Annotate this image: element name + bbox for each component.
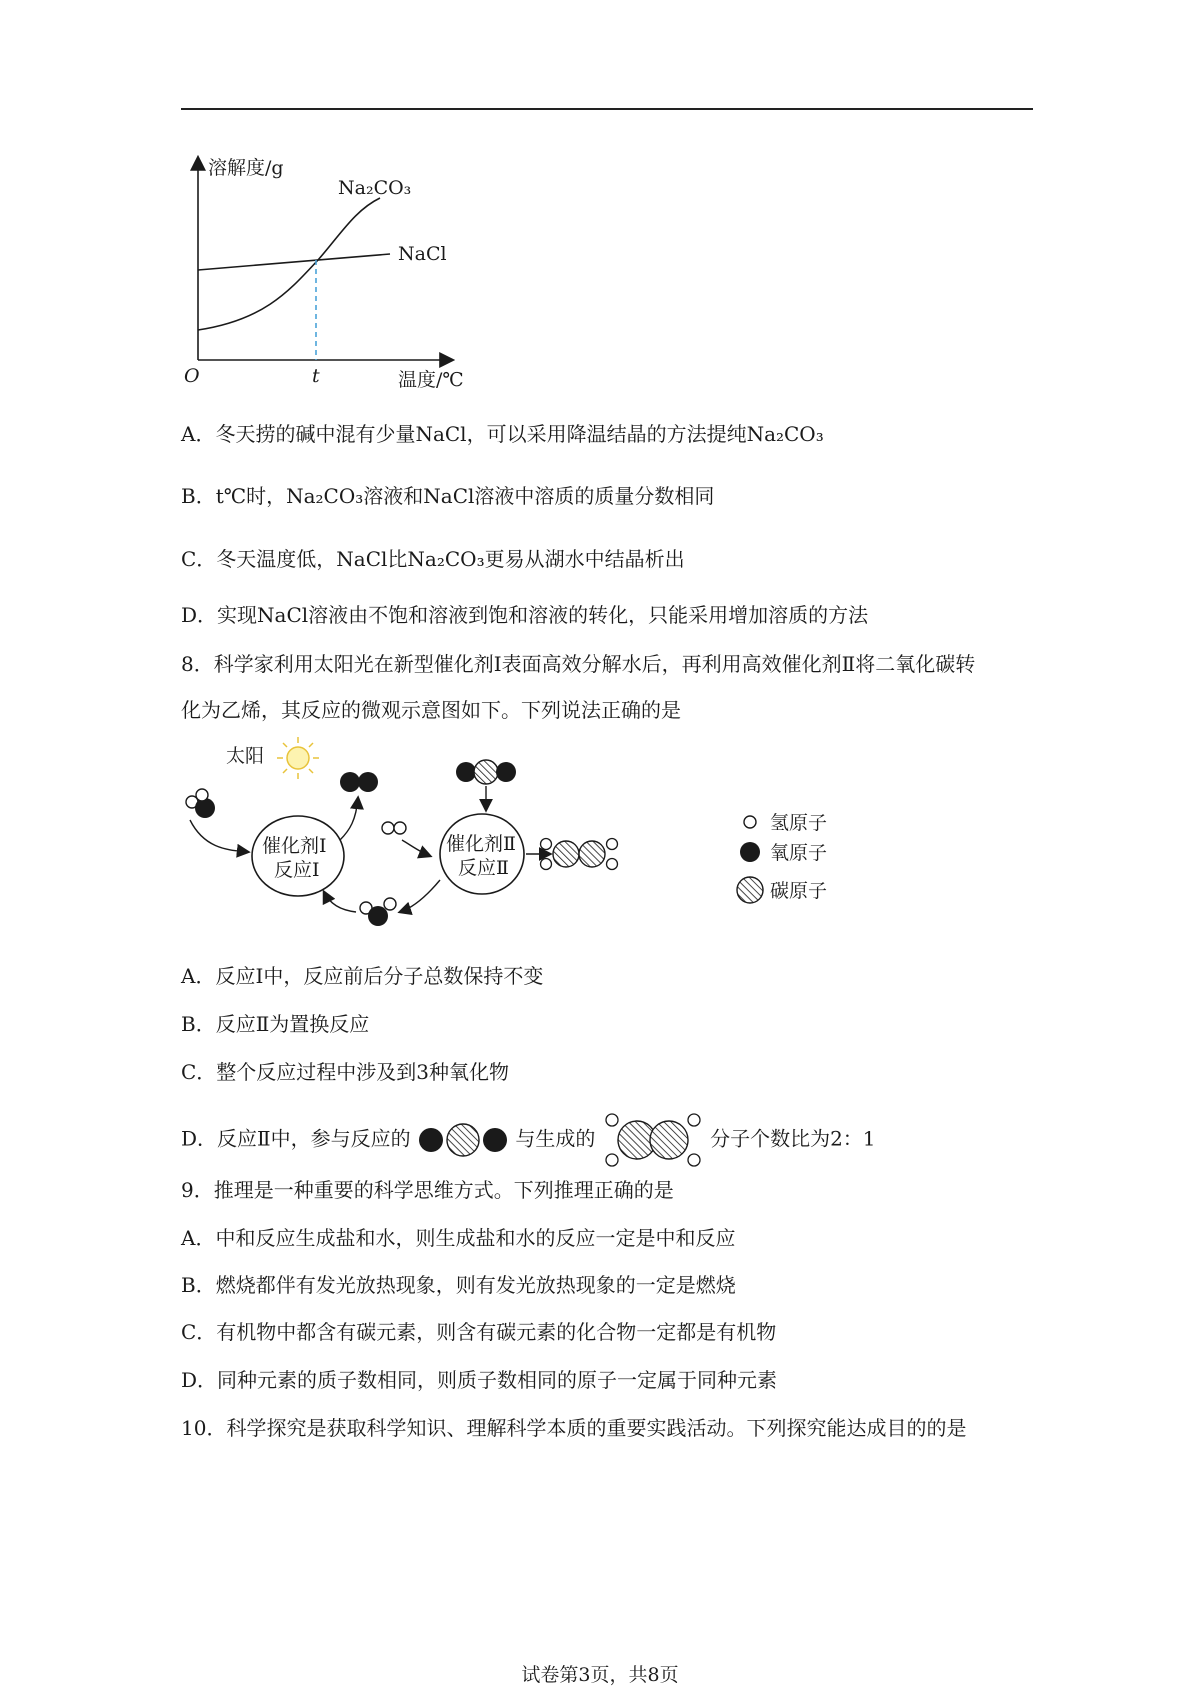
legend-oxygen: 氧原子 (770, 842, 828, 864)
water-molecule-input (186, 789, 215, 818)
page-footer: 试卷第3页，共8页 (521, 1664, 679, 1686)
q8-option-d (181, 1110, 876, 1170)
sun-icon (277, 737, 319, 779)
diagram-legend (737, 812, 827, 903)
catalyst1-label-line1: 催化剂Ⅰ (262, 835, 327, 857)
arrow-to-oxygen (340, 798, 358, 840)
q9-stem: 9．推理是一种重要的科学思维方式。下列推理正确的是 (181, 1178, 674, 1202)
q8-option-c: C．整个反应过程中涉及到3种氧化物 (181, 1060, 510, 1084)
q8-stem-line2: 化为乙烯，其反应的微观示意图如下。下列说法正确的是 (181, 698, 681, 722)
hydrogen-molecule (382, 822, 406, 834)
co2-molecule-input (456, 760, 516, 784)
arrow-water-to-catalyst1 (190, 820, 248, 852)
series-label-nacl: NaCl (398, 243, 447, 265)
q9-option-c: C．有机物中都含有碳元素，则含有碳元素的化合物一定都是有机物 (181, 1320, 777, 1344)
q7-option-c: C．冬天温度低，NaCl比Na₂CO₃更易从湖水中结晶析出 (181, 547, 685, 571)
arrow-water-to-catalyst1-return (324, 892, 356, 912)
legend-hydrogen: 氢原子 (770, 812, 828, 834)
q8-option-d-middle: 与生成的 (515, 1126, 596, 1151)
origin-label: O (184, 365, 200, 387)
q8-option-d-suffix: 分子个数比为2：1 (710, 1126, 876, 1151)
catalyst2-label-line2: 反应Ⅱ (458, 857, 509, 879)
y-axis-label: 溶解度/g (208, 157, 284, 179)
q8-option-d-prefix: D．反应Ⅱ中，参与反应的 (181, 1126, 411, 1151)
legend-carbon: 碳原子 (770, 880, 828, 902)
x-axis-label: 温度/℃ (398, 369, 464, 391)
series-line-na2co3 (198, 198, 380, 330)
catalyst1-label-line2: 反应Ⅰ (274, 859, 320, 881)
series-line-nacl (198, 254, 390, 270)
q9-option-b: B．燃烧都伴有发光放热现象，则有发光放热现象的一定是燃烧 (181, 1273, 736, 1297)
arrow-hydrogen-to-catalyst2 (402, 840, 430, 856)
q7-option-b: B．t℃时，Na₂CO₃溶液和NaCl溶液中溶质的质量分数相同 (181, 484, 715, 508)
top-rule (181, 108, 1033, 110)
q8-option-b: B．反应Ⅱ为置换反应 (181, 1012, 370, 1036)
catalyst2-label-line1: 催化剂Ⅱ (446, 833, 516, 855)
ethylene-molecule (541, 839, 618, 870)
q8-stem-line1: 8．科学家利用太阳光在新型催化剂Ⅰ表面高效分解水后，再利用高效催化剂Ⅱ将二氧化碳转 (181, 652, 976, 676)
water-molecule-recycle (360, 898, 396, 926)
q9-option-d: D．同种元素的质子数相同，则质子数相同的原子一定属于同种元素 (181, 1368, 778, 1392)
oxygen-molecule (340, 772, 378, 792)
co2-molecule-inline (417, 1123, 509, 1157)
arrow-catalyst2-to-water (400, 880, 440, 912)
sun-label: 太阳 (226, 745, 265, 767)
q8-option-a: A．反应Ⅰ中，反应前后分子总数保持不变 (181, 964, 544, 988)
q10-stem: 10．科学探究是获取科学知识、理解科学本质的重要实践活动。下列探究能达成目的的是 (181, 1416, 967, 1440)
reaction-diagram (180, 740, 900, 950)
series-label-na2co3: Na₂CO₃ (338, 177, 412, 199)
solubility-chart (170, 150, 470, 390)
ethylene-molecule-inline (602, 1110, 704, 1170)
q7-option-a: A．冬天捞的碱中混有少量NaCl，可以采用降温结晶的方法提纯Na₂CO₃ (181, 422, 824, 446)
q7-option-d: D．实现NaCl溶液由不饱和溶液到饱和溶液的转化，只能采用增加溶质的方法 (181, 603, 869, 627)
x-tick-label-t: t (312, 365, 320, 387)
q9-option-a: A．中和反应生成盐和水，则生成盐和水的反应一定是中和反应 (181, 1226, 736, 1250)
